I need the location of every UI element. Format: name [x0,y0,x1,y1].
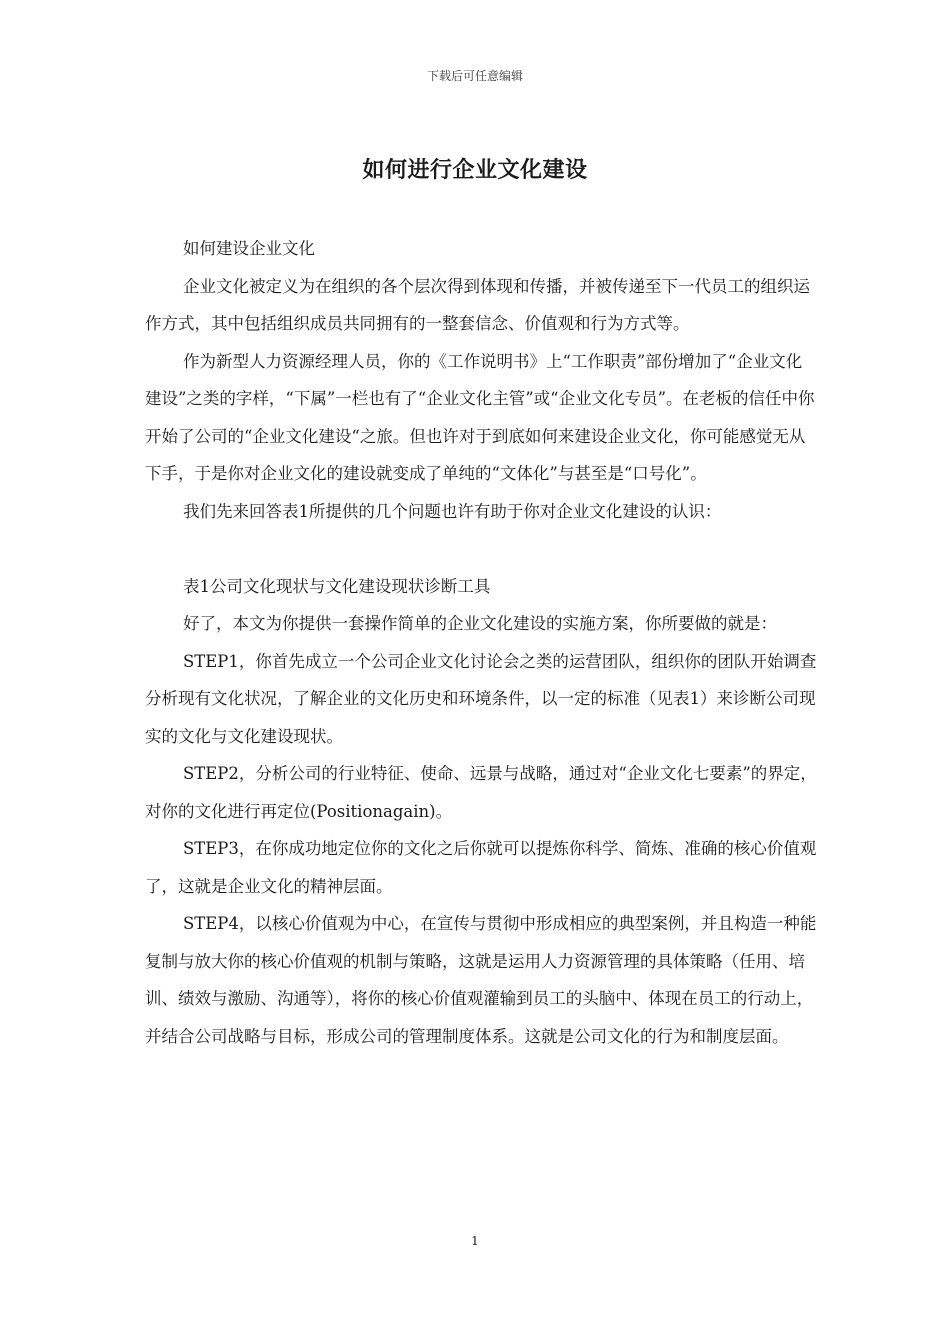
document-body [145,230,817,1055]
table-caption: 表1公司文化现状与文化建设现状诊断工具 [182,576,491,596]
paragraph-context: 作为新型人力资源经理人员，你的《工作说明书》上“工作职责”部份增加了“企业文化建设”之类的字样，“下属”一栏也有了“企业文化主管”或“企业文化专员”。在老板的信任中你开始了公司的“企业文化建设“之旅。但也许对于到底如何来建设企业文化，你可能感觉无从下手，于是你对企业文化的建设就变成了单纯的“文体化”与甚至是“口号化”。 [145,351,815,483]
paragraph-definition: 企业文化被定义为在组织的各个层次得到体现和传播，并被传递至下一代员工的组织运作方式，其中包括组织成员共同拥有的一整套信念、价值观和行为方式等。 [145,276,810,333]
paragraph-step1: STEP1，你首先成立一个公司企业文化讨论会之类的运营团队，组织你的团队开始调查分析现有文化状况，了解企业的文化历史和环境条件，以一定的标准（见表1）来诊断公司现实的文化与文化建设现状。 [145,651,817,746]
paragraph-step4: STEP4，以核心价值观为中心，在宣传与贯彻中形成相应的典型案例，并且构造一种能复制与放大你的核心价值观的机制与策略，这就是运用人力资源管理的具体策略（任用、培训、绩效与激励、沟通等），将你的核心价值观灌输到员工的头脑中、体现在员工的行动上，并结合公司战略与目标，形成公司的管理制度体系。这就是公司文化的行为和制度层面。 [145,914,817,1046]
page-number: 1 [471,1234,479,1248]
paragraph-overview: 好了，本文为你提供一套操作简单的企业文化建设的实施方案，你所要做的就是： [182,614,777,633]
paragraph-step3: STEP3，在你成功地定位你的文化之后你就可以提炼你科学、简炼、准确的核心价值观了，这就是企业文化的精神层面。 [145,839,817,896]
header-note: 下载后可任意编辑 [426,69,523,83]
paragraph-table-intro: 我们先来回答表1所提供的几个问题也许有助于你对企业文化建设的认识： [182,501,722,521]
section-heading: 如何建设企业文化 [182,239,315,258]
paragraph-step2: STEP2，分析公司的行业特征、使命、远景与战略，通过对“企业文化七要素”的界定，对你的文化进行再定位(Positionagain)。 [145,764,817,821]
document-title: 如何进行企业文化建设 [362,157,588,183]
